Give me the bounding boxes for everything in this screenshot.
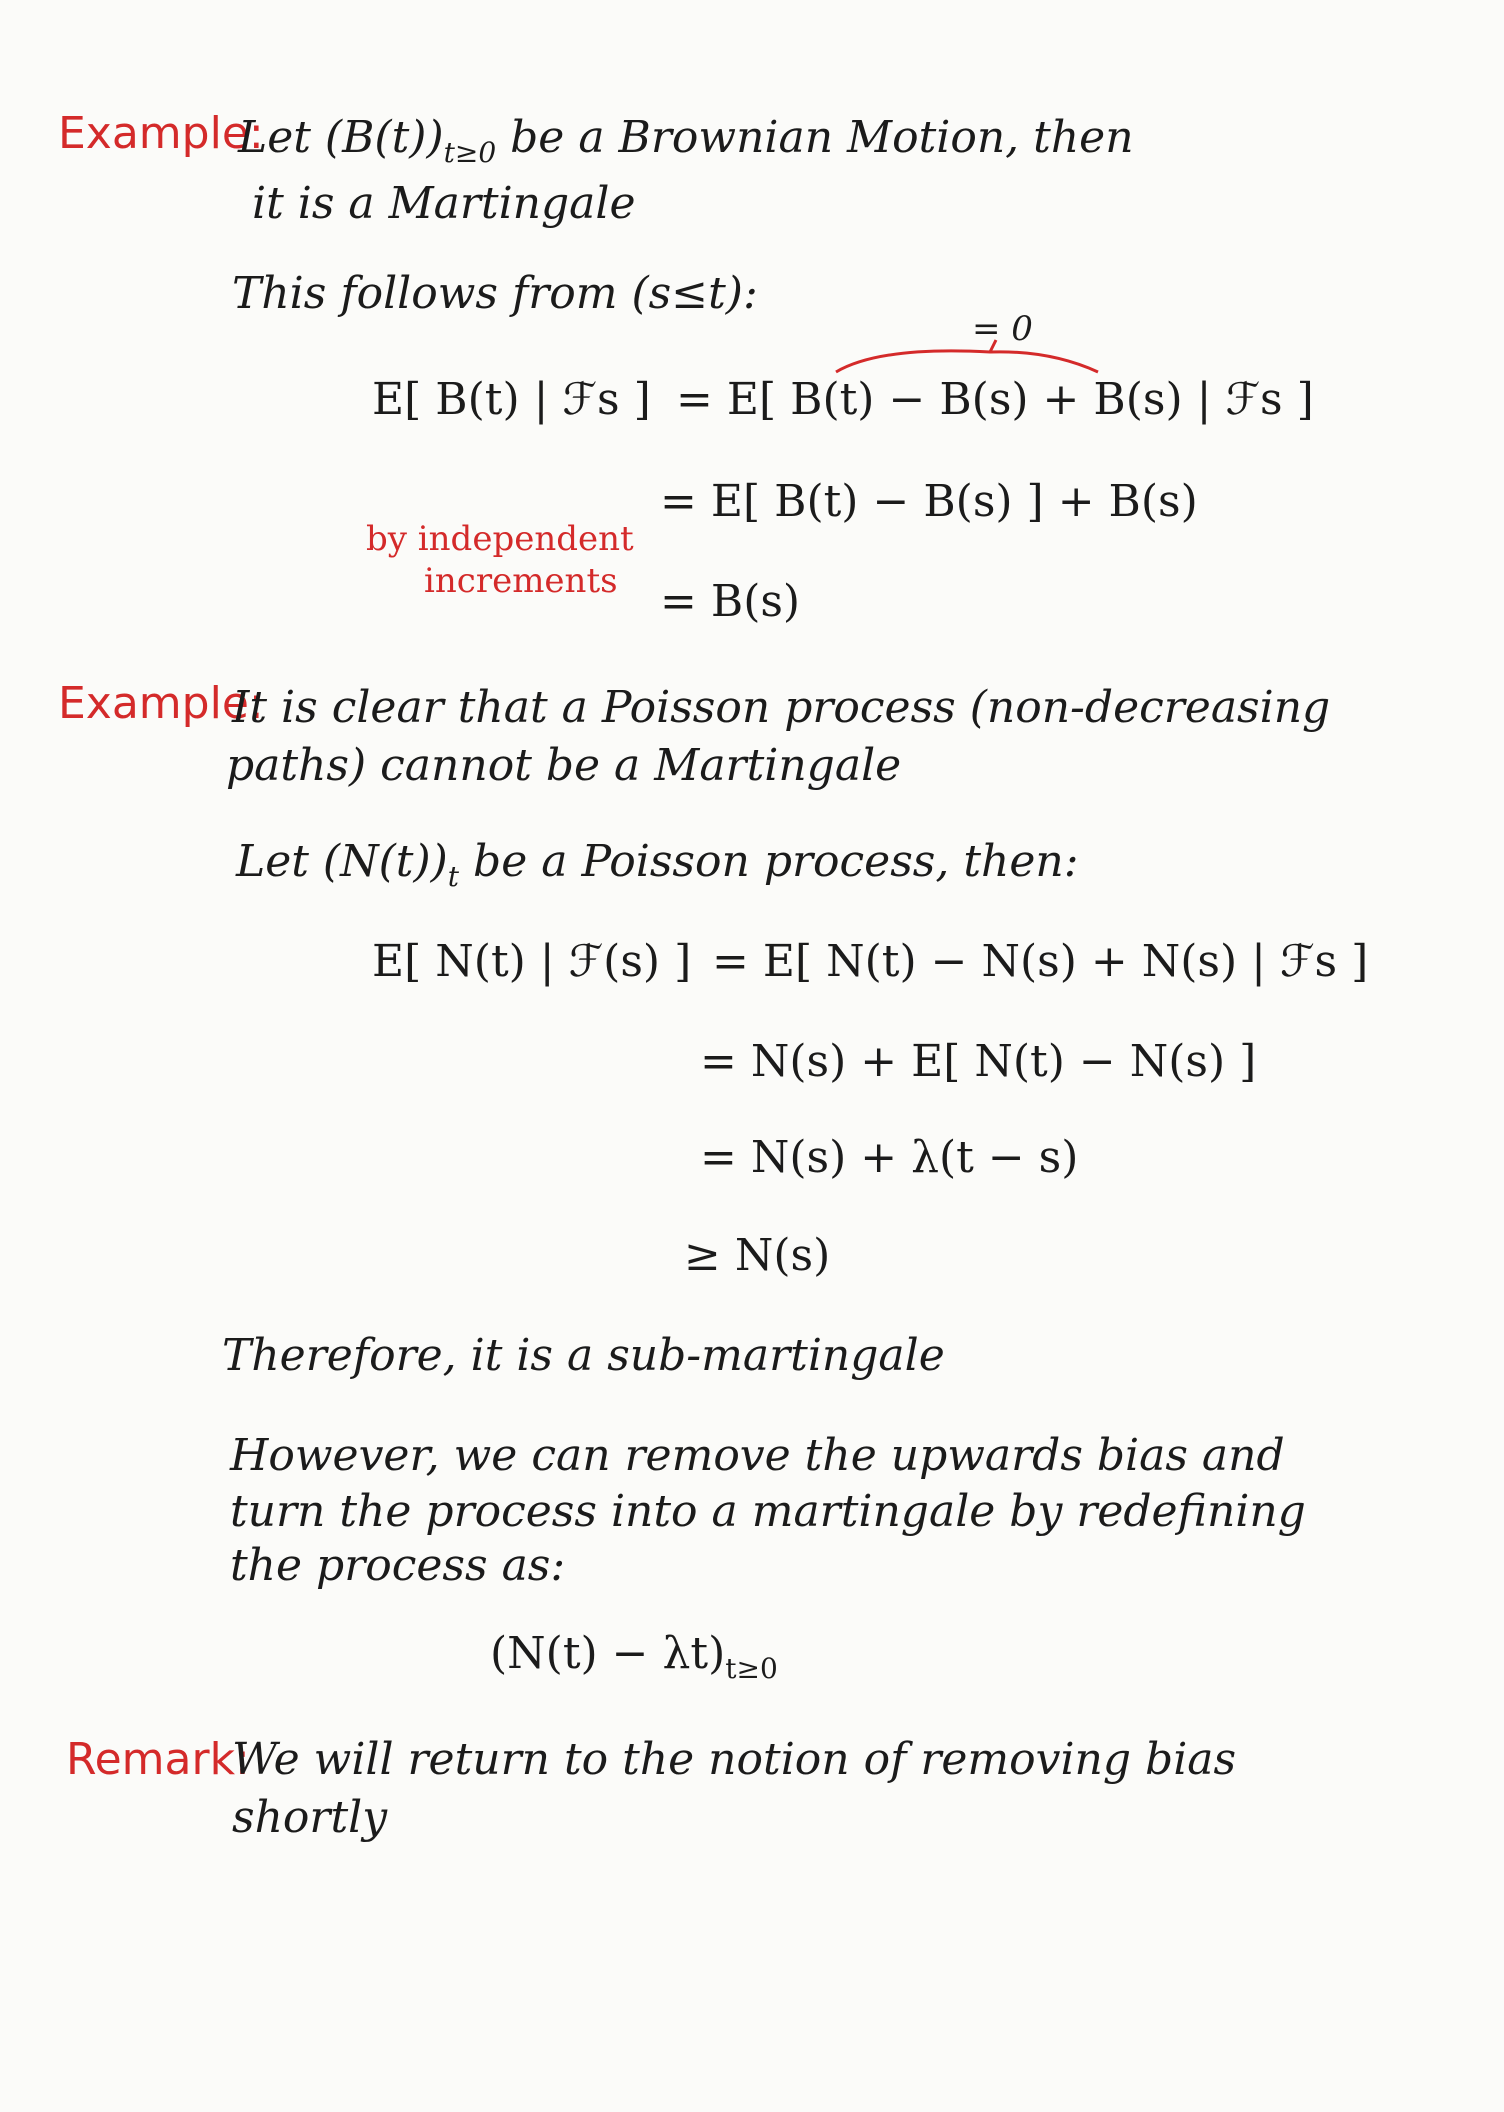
brownian-process-symbol: Let (B(t)) [238,112,444,163]
zero-annotation: = 0 [972,309,1033,349]
redefined-process-main: (N(t) − λt) [490,1628,726,1679]
poisson-eq1-rhs: = E[ N(t) − N(s) + N(s) | ℱs ] [712,936,1369,987]
however-line3: the process as: [230,1540,566,1591]
example-label-2: Example: [58,678,264,729]
eq1-rhs: = E[ B(t) − B(s) + B(s) | ℱs ] [676,374,1314,425]
eq1-lhs: E[ B(t) | ℱs ] [372,374,651,425]
side-note-line2: increments [424,561,618,601]
remark-line2: shortly [232,1792,388,1843]
example1-line2: it is a Martingale [252,178,636,229]
remark-line1: We will return to the notion of removing bias [232,1734,1237,1785]
poisson-eq3-rhs: = N(s) + λ(t − s) [700,1132,1079,1183]
remark-label: Remark: [66,1734,250,1785]
example2-line1: It is clear that a Poisson process (non-decreasing [232,682,1331,733]
poisson-index: t [447,860,460,893]
therefore-line: Therefore, it is a sub-martingale [222,1330,945,1381]
brownian-text: be a Brownian Motion, then [510,112,1134,163]
poisson-eq2-rhs: = N(s) + E[ N(t) − N(s) ] [700,1036,1257,1087]
eq2-rhs: = E[ B(t) − B(s) ] + B(s) [660,476,1198,527]
example1-intro: This follows from (s≤t): [232,268,758,319]
example2-line2: paths) cannot be a Martingale [226,740,902,791]
eq3-rhs: = B(s) [660,576,801,627]
brownian-index: t≥0 [443,136,497,169]
however-line1: However, we can remove the upwards bias and [230,1430,1285,1481]
however-line2: turn the process into a martingale by redefining [230,1486,1306,1537]
poisson-eq1-lhs: E[ N(t) | ℱ(s) ] [372,936,692,987]
side-note-line1: by independent [366,519,634,559]
example-label-1: Example: [58,108,264,159]
poisson-eq4-rhs: ≥ N(s) [684,1230,831,1281]
poisson-intro-text: be a Poisson process, then: [473,836,1079,887]
poisson-process-symbol: Let (N(t)) [236,836,448,887]
redefined-process-index: t≥0 [725,1652,778,1685]
